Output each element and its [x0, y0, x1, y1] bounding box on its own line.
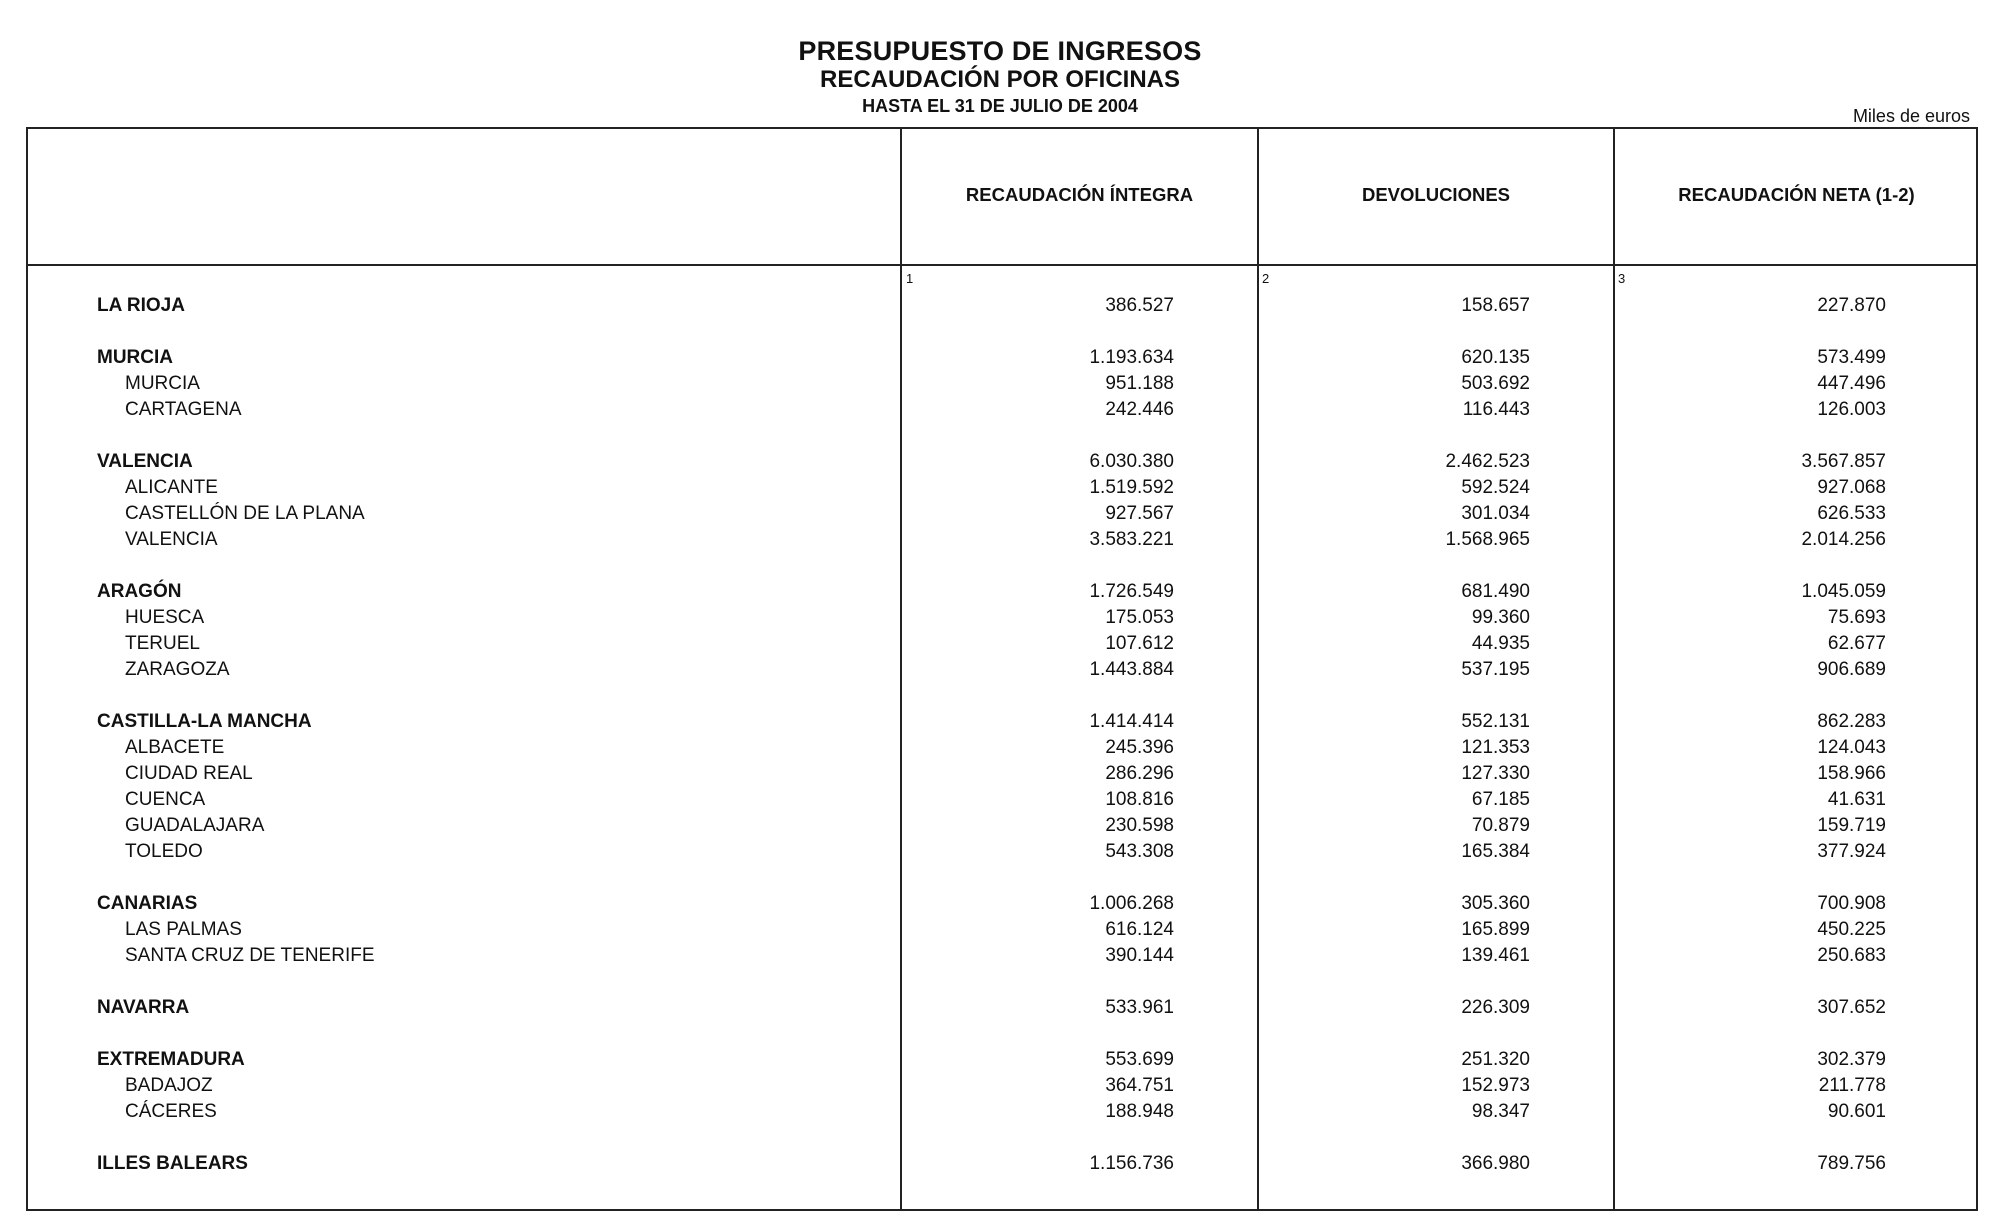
- column-header-neta: RECAUDACIÓN NETA (1-2): [1678, 184, 1915, 205]
- row-label: SANTA CRUZ DE TENERIFE: [125, 945, 375, 966]
- cell-integra: 364.751: [1105, 1075, 1174, 1096]
- column-header-integra: RECAUDACIÓN ÍNTEGRA: [965, 184, 1194, 205]
- cell-neta: 862.283: [1817, 711, 1886, 732]
- cell-integra: 108.816: [1105, 789, 1174, 810]
- row-label: CUENCA: [125, 789, 206, 810]
- cell-devoluciones: 99.360: [1471, 607, 1530, 628]
- cell-integra: 1.443.884: [1089, 659, 1174, 680]
- cell-devoluciones: 1.568.965: [1445, 529, 1530, 550]
- cell-devoluciones: 305.360: [1461, 893, 1530, 914]
- table-row: [0, 631, 2000, 657]
- cell-devoluciones: 2.462.523: [1445, 451, 1530, 472]
- cell-integra: 951.188: [1105, 373, 1174, 394]
- table-row-group: [0, 1151, 2000, 1177]
- row-label: ALBACETE: [125, 737, 225, 758]
- cell-integra: 245.396: [1105, 737, 1174, 758]
- date-line: HASTA EL 31 DE JULIO DE 2004: [862, 96, 1138, 116]
- cell-neta: 90.601: [1827, 1101, 1886, 1122]
- cell-devoluciones: 165.899: [1461, 919, 1530, 940]
- table-row: [0, 839, 2000, 865]
- table-row: [0, 735, 2000, 761]
- cell-neta: 789.756: [1817, 1153, 1886, 1174]
- cell-neta: 307.652: [1817, 997, 1886, 1018]
- cell-neta: 227.870: [1817, 295, 1886, 316]
- row-label: TERUEL: [125, 633, 200, 654]
- row-label: VALENCIA: [125, 529, 218, 550]
- row-label: ARAGÓN: [97, 581, 182, 602]
- cell-neta: 158.966: [1817, 763, 1886, 784]
- row-label: BADAJOZ: [125, 1075, 213, 1096]
- table-row: [0, 527, 2000, 553]
- cell-integra: 543.308: [1105, 841, 1174, 862]
- cell-neta: 3.567.857: [1801, 451, 1886, 472]
- cell-neta: 377.924: [1817, 841, 1886, 862]
- cell-devoluciones: 552.131: [1461, 711, 1530, 732]
- row-label: CIUDAD REAL: [125, 763, 253, 784]
- cell-neta: 626.533: [1817, 503, 1886, 524]
- row-label: CARTAGENA: [125, 399, 242, 420]
- row-label: ALICANTE: [125, 477, 218, 498]
- cell-neta: 211.778: [1818, 1075, 1886, 1096]
- cell-neta: 124.043: [1817, 737, 1886, 758]
- cell-devoluciones: 98.347: [1471, 1101, 1530, 1122]
- units-label: Miles de euros: [1852, 106, 1970, 126]
- cell-devoluciones: 537.195: [1461, 659, 1530, 680]
- cell-neta: 573.499: [1817, 347, 1886, 368]
- table-row: [0, 813, 2000, 839]
- cell-integra: 6.030.380: [1089, 451, 1174, 472]
- cell-integra: 533.961: [1105, 997, 1174, 1018]
- cell-devoluciones: 70.879: [1471, 815, 1530, 836]
- table-row: [0, 1099, 2000, 1125]
- cell-devoluciones: 67.185: [1471, 789, 1530, 810]
- cell-integra: 3.583.221: [1089, 529, 1174, 550]
- cell-devoluciones: 366.980: [1461, 1153, 1530, 1174]
- cell-devoluciones: 158.657: [1461, 295, 1530, 316]
- cell-neta: 41.631: [1827, 789, 1886, 810]
- cell-devoluciones: 139.461: [1461, 945, 1530, 966]
- row-label: CASTILLA-LA MANCHA: [97, 711, 312, 732]
- cell-neta: 906.689: [1817, 659, 1886, 680]
- cell-devoluciones: 44.935: [1471, 633, 1530, 654]
- cell-neta: 927.068: [1817, 477, 1886, 498]
- cell-devoluciones: 681.490: [1461, 581, 1530, 602]
- cell-integra: 390.144: [1105, 945, 1174, 966]
- row-label: CANARIAS: [97, 893, 198, 914]
- cell-integra: 1.414.414: [1089, 711, 1174, 732]
- row-label: EXTREMADURA: [97, 1049, 245, 1070]
- cell-integra: 107.612: [1105, 633, 1174, 654]
- column-number: 3: [1618, 271, 1626, 286]
- table-row-group: [0, 293, 2000, 319]
- cell-neta: 159.719: [1817, 815, 1886, 836]
- table-row: [0, 657, 2000, 683]
- row-label: ILLES BALEARS: [97, 1153, 248, 1174]
- row-label: MURCIA: [97, 347, 173, 368]
- table-row-group: [0, 345, 2000, 371]
- cell-neta: 75.693: [1827, 607, 1886, 628]
- cell-devoluciones: 127.330: [1461, 763, 1530, 784]
- cell-devoluciones: 226.309: [1461, 997, 1530, 1018]
- page-subtitle: RECAUDACIÓN POR OFICINAS: [819, 66, 1180, 93]
- cell-integra: 927.567: [1105, 503, 1174, 524]
- column-number: 1: [906, 271, 914, 286]
- cell-integra: 230.598: [1105, 815, 1174, 836]
- row-label: LA RIOJA: [97, 295, 185, 316]
- cell-integra: 553.699: [1105, 1049, 1174, 1070]
- column-number: 2: [1262, 271, 1270, 286]
- cell-integra: 1.006.268: [1089, 893, 1174, 914]
- cell-devoluciones: 620.135: [1461, 347, 1530, 368]
- cell-neta: 450.225: [1817, 919, 1886, 940]
- table-row-group: [0, 709, 2000, 735]
- header-divider: [26, 264, 1978, 266]
- row-label: NAVARRA: [97, 997, 190, 1018]
- cell-neta: 302.379: [1817, 1049, 1886, 1070]
- table-row-group: [0, 995, 2000, 1021]
- table-row-group: [0, 449, 2000, 475]
- table-row-group: [0, 579, 2000, 605]
- cell-integra: 1.726.549: [1089, 581, 1174, 602]
- row-label: ZARAGOZA: [125, 659, 230, 680]
- row-label: HUESCA: [125, 607, 205, 628]
- cell-integra: 242.446: [1105, 399, 1174, 420]
- cell-integra: 1.156.736: [1089, 1153, 1174, 1174]
- table-row: [0, 1073, 2000, 1099]
- table-row: [0, 943, 2000, 969]
- table-row: [0, 371, 2000, 397]
- table-row: [0, 787, 2000, 813]
- cell-devoluciones: 165.384: [1461, 841, 1530, 862]
- cell-devoluciones: 116.443: [1462, 399, 1530, 420]
- cell-integra: 175.053: [1105, 607, 1174, 628]
- table-row: [0, 501, 2000, 527]
- table-row: [0, 605, 2000, 631]
- table-row: [0, 475, 2000, 501]
- column-header-devoluciones: DEVOLUCIONES: [1361, 184, 1511, 205]
- cell-integra: 616.124: [1105, 919, 1174, 940]
- cell-devoluciones: 121.353: [1461, 737, 1530, 758]
- table-row: [0, 761, 2000, 787]
- row-label: MURCIA: [125, 373, 200, 394]
- cell-neta: 447.496: [1817, 373, 1886, 394]
- cell-neta: 62.677: [1827, 633, 1886, 654]
- cell-devoluciones: 592.524: [1461, 477, 1530, 498]
- cell-integra: 1.193.634: [1089, 347, 1174, 368]
- row-label: LAS PALMAS: [125, 919, 242, 940]
- table-row: [0, 917, 2000, 943]
- cell-neta: 2.014.256: [1801, 529, 1886, 550]
- page-title: PRESUPUESTO DE INGRESOS: [798, 36, 1202, 66]
- cell-devoluciones: 503.692: [1461, 373, 1530, 394]
- cell-devoluciones: 301.034: [1461, 503, 1530, 524]
- table-row: [0, 397, 2000, 423]
- cell-integra: 286.296: [1105, 763, 1174, 784]
- row-label: TOLEDO: [125, 841, 203, 862]
- cell-integra: 1.519.592: [1089, 477, 1174, 498]
- cell-devoluciones: 152.973: [1461, 1075, 1530, 1096]
- table-row-group: [0, 891, 2000, 917]
- row-label: CÁCERES: [125, 1101, 217, 1122]
- cell-integra: 188.948: [1105, 1101, 1174, 1122]
- cell-neta: 700.908: [1817, 893, 1886, 914]
- row-label: CASTELLÓN DE LA PLANA: [125, 503, 365, 524]
- cell-neta: 250.683: [1817, 945, 1886, 966]
- cell-neta: 1.045.059: [1801, 581, 1886, 602]
- cell-integra: 386.527: [1105, 295, 1174, 316]
- cell-devoluciones: 251.320: [1461, 1049, 1530, 1070]
- row-label: GUADALAJARA: [125, 815, 265, 836]
- row-label: VALENCIA: [97, 451, 193, 472]
- table-row-group: [0, 1047, 2000, 1073]
- cell-neta: 126.003: [1817, 399, 1886, 420]
